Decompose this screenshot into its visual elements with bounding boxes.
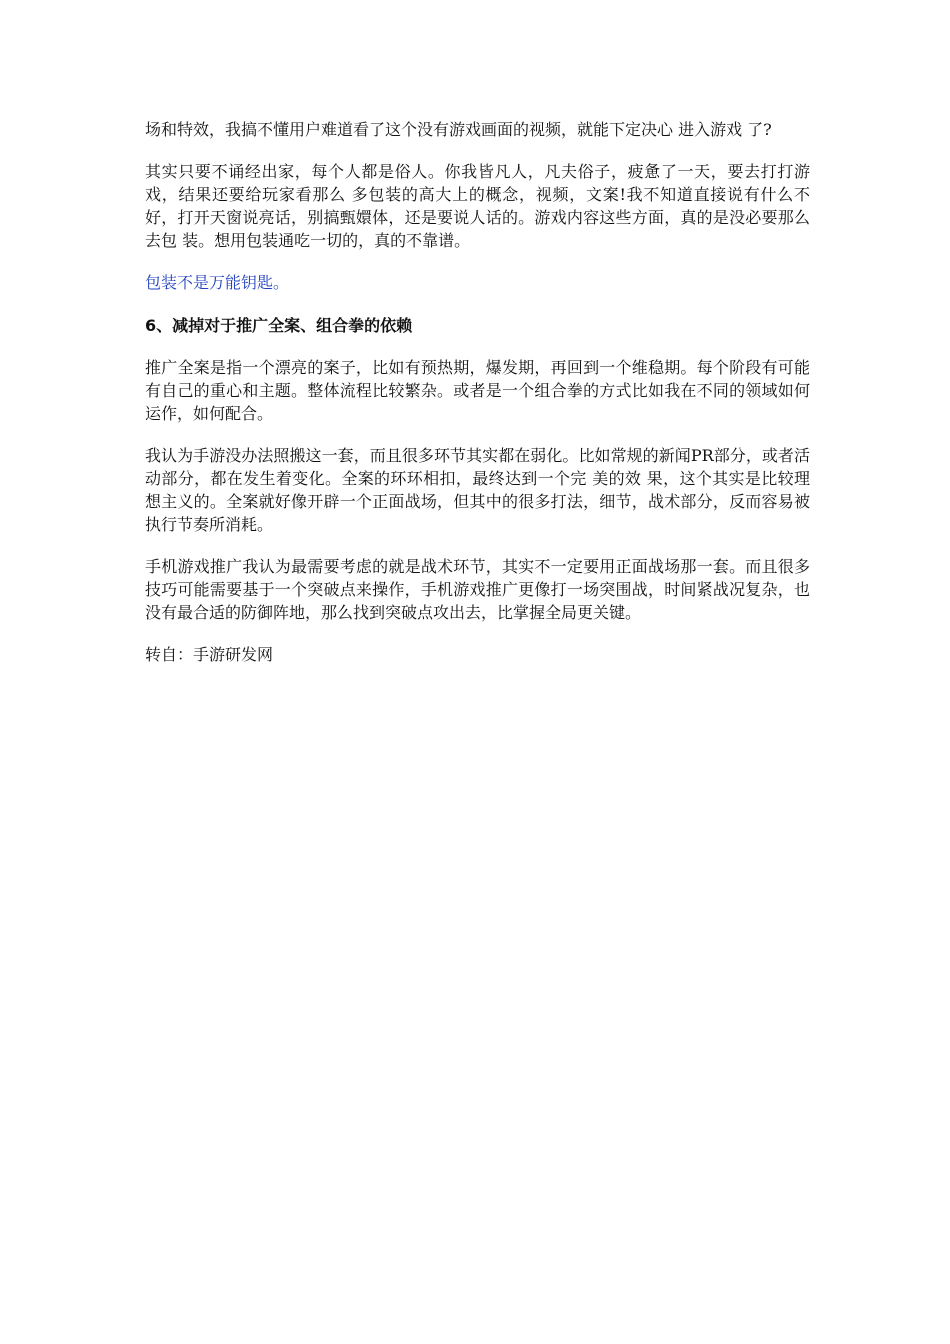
paragraph-packaging: 其实只要不诵经出家，每个人都是俗人。你我皆凡人，凡夫俗子，疲惫了一天，要去打打游戏，结果还要给玩家看那么 多包装的高大上的概念，视频，文案!我不知道直接说有什么不好，打开天窗说亮话，别搞甄嬛体，还是要说人话的。游戏内容这些方面，真的是没必要那么去包 装。想用包装通吃一切的，真的不靠谱。 [145, 162, 810, 250]
paragraph-mobile-games: 我认为手游没办法照搬这一套，而且很多环节其实都在弱化。比如常规的新闻PR部分，或者活动部分，都在发生着变化。全案的环环相扣，最终达到一个完 美的效 果，这个其实是比较理想主义的。全案就好像开辟一个正面战场，但其中的很多打法，细节，战术部分，反而容易被执行节奏所消耗。 [145, 446, 810, 534]
highlight-link-text[interactable]: 包装不是万能钥匙。 [145, 273, 290, 292]
section-heading-6: 6、减掉对于推广全案、组合拳的依赖 [145, 316, 413, 335]
paragraph-tactics: 手机游戏推广我认为最需要考虑的就是战术环节，其实不一定要用正面战场那一套。而且很多技巧可能需要基于一个突破点来操作，手机游戏推广更像打一场突围战，时间紧战况复杂，也没有最合适的防御阵地，那么找到突破点攻出去，比掌握全局更关键。 [145, 557, 810, 622]
paragraph-campaign-plan: 推广全案是指一个漂亮的案子，比如有预热期，爆发期，再回到一个维稳期。每个阶段有可能有自己的重心和主题。整体流程比较繁杂。或者是一个组合拳的方式比如我在不同的领域如何运作，如何配合。 [145, 358, 810, 423]
source-attribution: 转自：手游研发网 [145, 645, 274, 664]
paragraph-continuation: 场和特效，我搞不懂用户难道看了这个没有游戏画面的视频，就能下定决心 进入游戏 了? [145, 120, 772, 139]
article-body [145, 118, 810, 666]
